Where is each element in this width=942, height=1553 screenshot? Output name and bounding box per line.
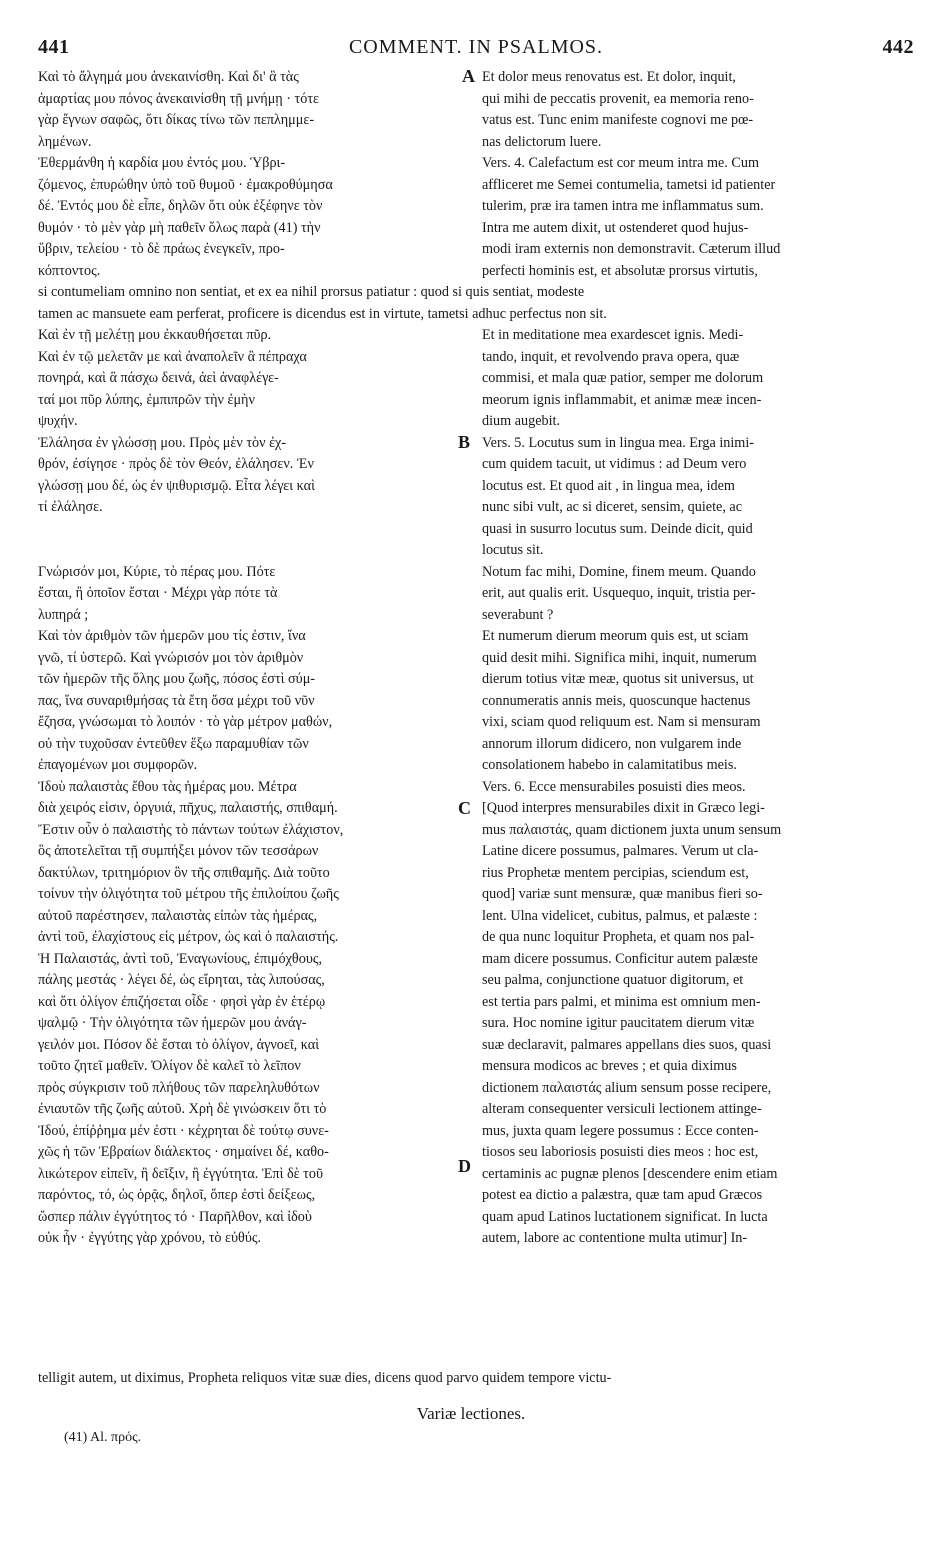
text-line: ἔζησα, γνώσωμαι τὸ λοιπόν · τὸ γὰρ μέτρον μαθών,	[38, 714, 333, 730]
running-title: COMMENT. IN PSALMOS.	[348, 36, 604, 58]
text-line: ψυχήν.	[38, 413, 78, 429]
text-line: πάλης μεστάς · λέγει δέ, ὡς εἴρηται, τὰς λιπούσας,	[38, 972, 325, 988]
text-line: qui mihi de peccatis provenit, ea memoria reno-	[482, 90, 754, 107]
text-line: perfecti hominis est, et absolutæ prorsus virtutis,	[482, 262, 758, 279]
text-line: τῶν ἡμερῶν τῆς ὅλης μου ζωῆς, πόσος ἐστὶ σύμ-	[38, 671, 316, 687]
margin-marker-a: A	[462, 66, 475, 86]
text-line: διὰ χειρός εἰσιν, ὀργυιά, πῆχυς, παλαιστής, σπιθαμή.	[38, 800, 338, 816]
text-line: τοίνυν τὴν ὀλιγότητα τοῦ μέτρου τῆς ἐπιλοίπου ζωῆς	[38, 886, 339, 902]
text-line: Καὶ ἐν τῷ μελετᾶν με καὶ ἀναπολεῖν ἃ πέπραχα	[38, 348, 307, 365]
text-line: tulerim, præ ira tamen intra me inflammatus sum.	[482, 198, 764, 214]
greek-column-top	[38, 67, 458, 282]
page-number-left: 441	[38, 36, 70, 58]
text-line: δέ. Ἐντός μου δὲ εἶπε, δηλῶν ὅτι οὐκ ἐξέφηνε τὸν	[38, 198, 323, 214]
text-line: cum quidem tacuit, ut vidimus : ad Deum vero	[482, 456, 747, 472]
text-line: dictionem παλαιστάς alium sensum posse recipere,	[482, 1079, 772, 1096]
text-line: tiosos seu laboriosis posuisti dies meos : hoc est,	[482, 1144, 759, 1160]
text-line: τί ἐλάλησε.	[38, 499, 103, 515]
text-line: παρόντος, τό, ὡς ὁρᾷς, δηλοῖ, ὅπερ ἐστὶ δείξεως,	[38, 1187, 316, 1203]
text-line: Intra me autem dixit, ut ostenderet quod hujus-	[482, 219, 749, 236]
text-line	[38, 540, 458, 562]
text-line: Et dolor meus renovatus est. Et dolor, inquit,	[482, 69, 736, 85]
text-line: si contumeliam omnino non sentiat, et ex ea nihil prorsus patiatur : quod si quis sentiat, modeste	[38, 284, 585, 300]
text-line: dium augebit.	[482, 413, 561, 429]
margin-marker-c: C	[458, 798, 471, 818]
text-line: ταί μοι πῦρ λύπης, ἐμπιπρῶν τὴν ἐμὴν	[38, 391, 255, 408]
text-line: οὐ τὴν τυχοῦσαν ἐντεῦθεν ἕξω παραμυθίαν τῶν	[38, 735, 309, 752]
text-line: Ἔστιν οὖν ὁ παλαιστὴς τὸ πάντων τούτων ἐλάχιστον,	[38, 821, 344, 838]
text-line: λικώτερον εἰπεῖν, ἢ δεῖξιν, ἢ ἐγγύτητα. Ἐπὶ δὲ τοῦ	[38, 1165, 323, 1182]
text-line	[38, 519, 458, 541]
text-line: Ἡ Παλαιστάς, ἀντὶ τοῦ, Ἐναγωνίους, ἐπιμόχθους,	[38, 950, 323, 967]
text-line: [Quod interpres mensurabiles dixit in Græco legi-	[482, 800, 765, 816]
text-line: γνῶ, τί ὑστερῶ. Καὶ γνώρισόν μοι τὸν ἀριθμὸν	[38, 649, 304, 666]
text-line: οὐκ ἦν · ἐγγύτης γὰρ χρόνου, τὸ εὐθύς.	[38, 1230, 262, 1246]
full-width-paragraph-2	[38, 1368, 904, 1390]
text-line: telligit autem, ut diximus, Propheta reliquos vitæ suæ dies, dicens quod parvo quidem tempore victu-	[38, 1370, 612, 1386]
variae-lectiones-heading: Variæ lectiones.	[416, 1404, 526, 1423]
text-line: τοῦτο ζητεῖ μαθεῖν. Ὀλίγον δὲ καλεῖ τὸ λεῖπον	[38, 1058, 301, 1074]
text-line: potest ea dictio a palæstra, quæ tam apud Græcos	[482, 1187, 763, 1203]
text-line: θρόν, ἐσίγησε · πρὸς δὲ τὸν Θεόν, ἐλάλησεν. Ἐν	[38, 456, 314, 472]
text-line: severabunt ?	[482, 606, 554, 623]
greek-column-main	[38, 325, 458, 1250]
text-line: ὃς ἀποτελεῖται τῇ συμπήξει μόνον τῶν τεσσάρων	[38, 843, 319, 859]
latin-column-main	[482, 325, 902, 1250]
text-line: δακτύλων, τριτημόριον ὃν τῆς σπιθαμῆς. Διὰ τοῦτο	[38, 864, 330, 881]
text-line: ὥσπερ πάλιν ἐγγύτητος τό · Παρῆλθον, καὶ ἰδοὺ	[38, 1208, 312, 1225]
text-line: ἐπαγομένων μοι συμφορῶν.	[38, 757, 198, 773]
text-line: seu palma, conjunctione quatuor digitorum, et	[482, 972, 744, 988]
text-line: Vers. 6. Ecce mensurabiles posuisti dies meos.	[482, 778, 746, 795]
page-header	[38, 36, 914, 64]
variant-reading-note: (41) Al. πρός.	[64, 1430, 142, 1445]
text-line: λημένων.	[38, 133, 92, 150]
text-line: mus, juxta quam legere possumus : Ecce conten-	[482, 1122, 759, 1139]
latin-column-top	[482, 67, 902, 282]
text-line: Ἰδού, ἐπίῤῥημα μέν ἐστι · κέχρηται δὲ τούτῳ συνε-	[38, 1122, 329, 1139]
text-line: Καὶ τὸν ἀριθμὸν τῶν ἡμερῶν μου τίς ἐστιν, ἵνα	[38, 628, 306, 644]
text-line: affliceret me Semei contumelia, tametsi id patienter	[482, 176, 776, 193]
text-line: dierum totius vitæ meæ, quotus sit universus, ut	[482, 671, 754, 687]
text-line: nunc sibi vult, ac si diceret, sensim, quiete, ac	[482, 499, 743, 515]
text-line: ψαλμῷ · Τὴν ὀλιγότητα τῶν ἡμερῶν μου ἀνάγ-	[38, 1015, 307, 1031]
text-line: γλώσσῃ μου δέ, ὡς ἐν ψιθυρισμῷ. Εἶτα λέγει καὶ	[38, 477, 315, 494]
text-line: nas delictorum luere.	[482, 133, 602, 150]
text-line: Ἐθερμάνθη ἡ καρδία μου ἐντός μου. Ὑβρι-	[38, 155, 286, 171]
text-line: lent. Ulna videlicet, cubitus, palmus, et palæste :	[482, 907, 758, 924]
text-line: mus παλαιστάς, quam dictionem juxta unum sensum	[482, 821, 782, 838]
text-line: consolationem habebo in calamitatibus meis.	[482, 757, 737, 773]
text-line: Et numerum dierum meorum quis est, ut sciam	[482, 628, 749, 644]
text-line: ἁμαρτίας μου πόνος ἀνεκαινίσθη τῇ μνήμῃ · τότε	[38, 90, 319, 107]
text-line: quid desit mihi. Significa mihi, inquit, numerum	[482, 649, 757, 666]
text-line: χῶς ἡ τῶν Ἑβραίων διάλεκτος · σημαίνει δέ, καθο-	[38, 1144, 329, 1160]
full-width-paragraph-1	[38, 282, 904, 325]
text-line: modi iram externis non demonstravit. Cæterum illud	[482, 241, 781, 257]
text-line: vatus est. Tunc enim manifeste cognovi me pœ-	[482, 112, 754, 128]
text-line: λυπηρά ;	[38, 606, 89, 623]
text-line: de qua nunc loquitur Propheta, et quam nos pal-	[482, 929, 755, 945]
text-line: Ἐλάλησα ἐν γλώσσῃ μου. Πρὸς μὲν τὸν ἐχ-	[38, 434, 287, 451]
margin-marker-b: B	[458, 432, 471, 452]
text-line: Καὶ τὸ ἄλγημά μου ἀνεκαινίσθη. Καὶ δι' ἃ τὰς	[38, 69, 299, 85]
text-line: quasi in susurro locutus sum. Deinde dicit, quid	[482, 520, 753, 537]
text-line: ἔσται, ἢ ὁποῖον ἔσται · Μέχρι γὰρ πότε τὰ	[38, 585, 278, 601]
text-line: ἐνιαυτῶν τῆς ζωῆς αὐτοῦ. Χρὴ δὲ γινώσκειν ὅτι τὸ	[38, 1101, 327, 1117]
page-number-right: 442	[882, 36, 914, 58]
text-line: γὰρ ἔγνων σαφῶς, ὅτι δίκας τίνω τῶν πεπλημμε-	[38, 112, 315, 128]
text-line: commisi, et mala quæ patior, semper me dolorum	[482, 370, 764, 386]
text-line: annorum illorum didicero, non vulgarem inde	[482, 735, 742, 752]
text-line: Καὶ ἐν τῇ μελέτῃ μου ἐκκαυθήσεται πῦρ.	[38, 327, 272, 343]
text-line: mensura modicos ac breves ; et quia diximus	[482, 1058, 737, 1074]
text-line: Notum fac mihi, Domine, finem meum. Quando	[482, 563, 756, 580]
text-line: πας, ἵνα συναριθμήσας τὰ ἔτη ὅσα μέχρι τοῦ νῦν	[38, 692, 315, 709]
text-line: tamen ac mansuete eam perferat, proficere is dicendus est in virtute, tametsi adhuc perfectus non sit.	[38, 305, 607, 322]
text-line: rius Prophetæ mentem percipias, sciendum est,	[482, 864, 749, 881]
text-line: πονηρά, καὶ ἃ πάσχω δεινά, ἀεὶ ἀναφλέγε-	[38, 370, 279, 386]
text-line: Latine dicere possumus, palmares. Verum ut cla-	[482, 843, 759, 859]
text-line: ὕβριν, τελείου · τὸ δὲ πράως ἐνεγκεῖν, προ-	[38, 241, 285, 257]
text-line: certaminis ac pugnæ plenos [descendere enim etiam	[482, 1165, 778, 1182]
text-line: Vers. 4. Calefactum est cor meum intra me. Cum	[482, 155, 759, 171]
margin-marker-d: D	[458, 1156, 471, 1176]
text-line: locutus sit.	[482, 542, 544, 558]
text-line: ἀντὶ τοῦ, ἐλαχίστους εἰς μέτρον, ὡς καὶ ὁ παλαιστής.	[38, 929, 339, 945]
text-line: κόπτοντος.	[38, 262, 101, 279]
text-line: θυμόν · τὸ μὲν γὰρ μὴ παθεῖν ὅλως παρὰ (41) τὴν	[38, 219, 321, 236]
text-line: ζόμενος, ἐπυρώθην ὑπὸ τοῦ θυμοῦ · ἐμακροθύμησα	[38, 176, 333, 193]
text-line: Vers. 5. Locutus sum in lingua mea. Erga inimi-	[482, 434, 755, 451]
text-line: est tertia pars palmi, et minima est omnium men-	[482, 993, 761, 1010]
text-line: quod] variæ sunt mensuræ, quæ manibus fieri so-	[482, 886, 763, 902]
text-line: γειλόν μοι. Πόσον δὲ ἔσται τὸ ὀλίγον, ἀγνοεῖ, καὶ	[38, 1036, 320, 1053]
text-line: locutus est. Et quod ait , in lingua mea, idem	[482, 477, 735, 494]
text-line: αὐτοῦ παρέστησεν, παλαιστὰς εἰπὼν τὰς ἡμέρας,	[38, 907, 318, 924]
text-line: vixi, sciam quod reliquum est. Nam si mensuram	[482, 714, 761, 730]
text-line: quam apud Latinos luctationem significat. In lucta	[482, 1208, 768, 1225]
text-line: mam dicere possumus. Conficitur autem palæste	[482, 950, 758, 967]
text-line: tando, inquit, et revolvendo prava opera, quæ	[482, 348, 740, 365]
text-line: sura. Hoc nomine igitur paucitatem dierum vitæ	[482, 1015, 755, 1031]
text-line: autem, labore ac contentione multa utimur] In-	[482, 1230, 748, 1246]
text-line: erit, aut qualis erit. Usquequo, inquit, tristia per-	[482, 585, 756, 601]
text-line: Γνώρισόν μοι, Κύριε, τὸ πέρας μου. Πότε	[38, 563, 276, 580]
text-line: καὶ ὅτι ὀλίγον ἐπιζήσεται οἶδε · φησὶ γὰρ ἐν ἑτέρῳ	[38, 993, 326, 1010]
text-line: Et in meditatione mea exardescet ignis. Medi-	[482, 327, 744, 343]
text-line: πρὸς σύγκρισιν τοῦ πλήθους τῶν παρεληλυθότων	[38, 1079, 320, 1096]
text-line: Ἰδοὺ παλαιστὰς ἔθου τὰς ἡμέρας μου. Μέτρα	[38, 778, 297, 795]
text-line: meorum ignis inflammabit, et animæ meæ incen-	[482, 391, 762, 408]
text-line: connumeratis annis meis, quoscunque hactenus	[482, 692, 751, 709]
text-line: alteram consequenter versiculi lectionem attinge-	[482, 1101, 762, 1117]
text-line: suæ declaravit, palmares appellans dies suos, quasi	[482, 1036, 772, 1053]
